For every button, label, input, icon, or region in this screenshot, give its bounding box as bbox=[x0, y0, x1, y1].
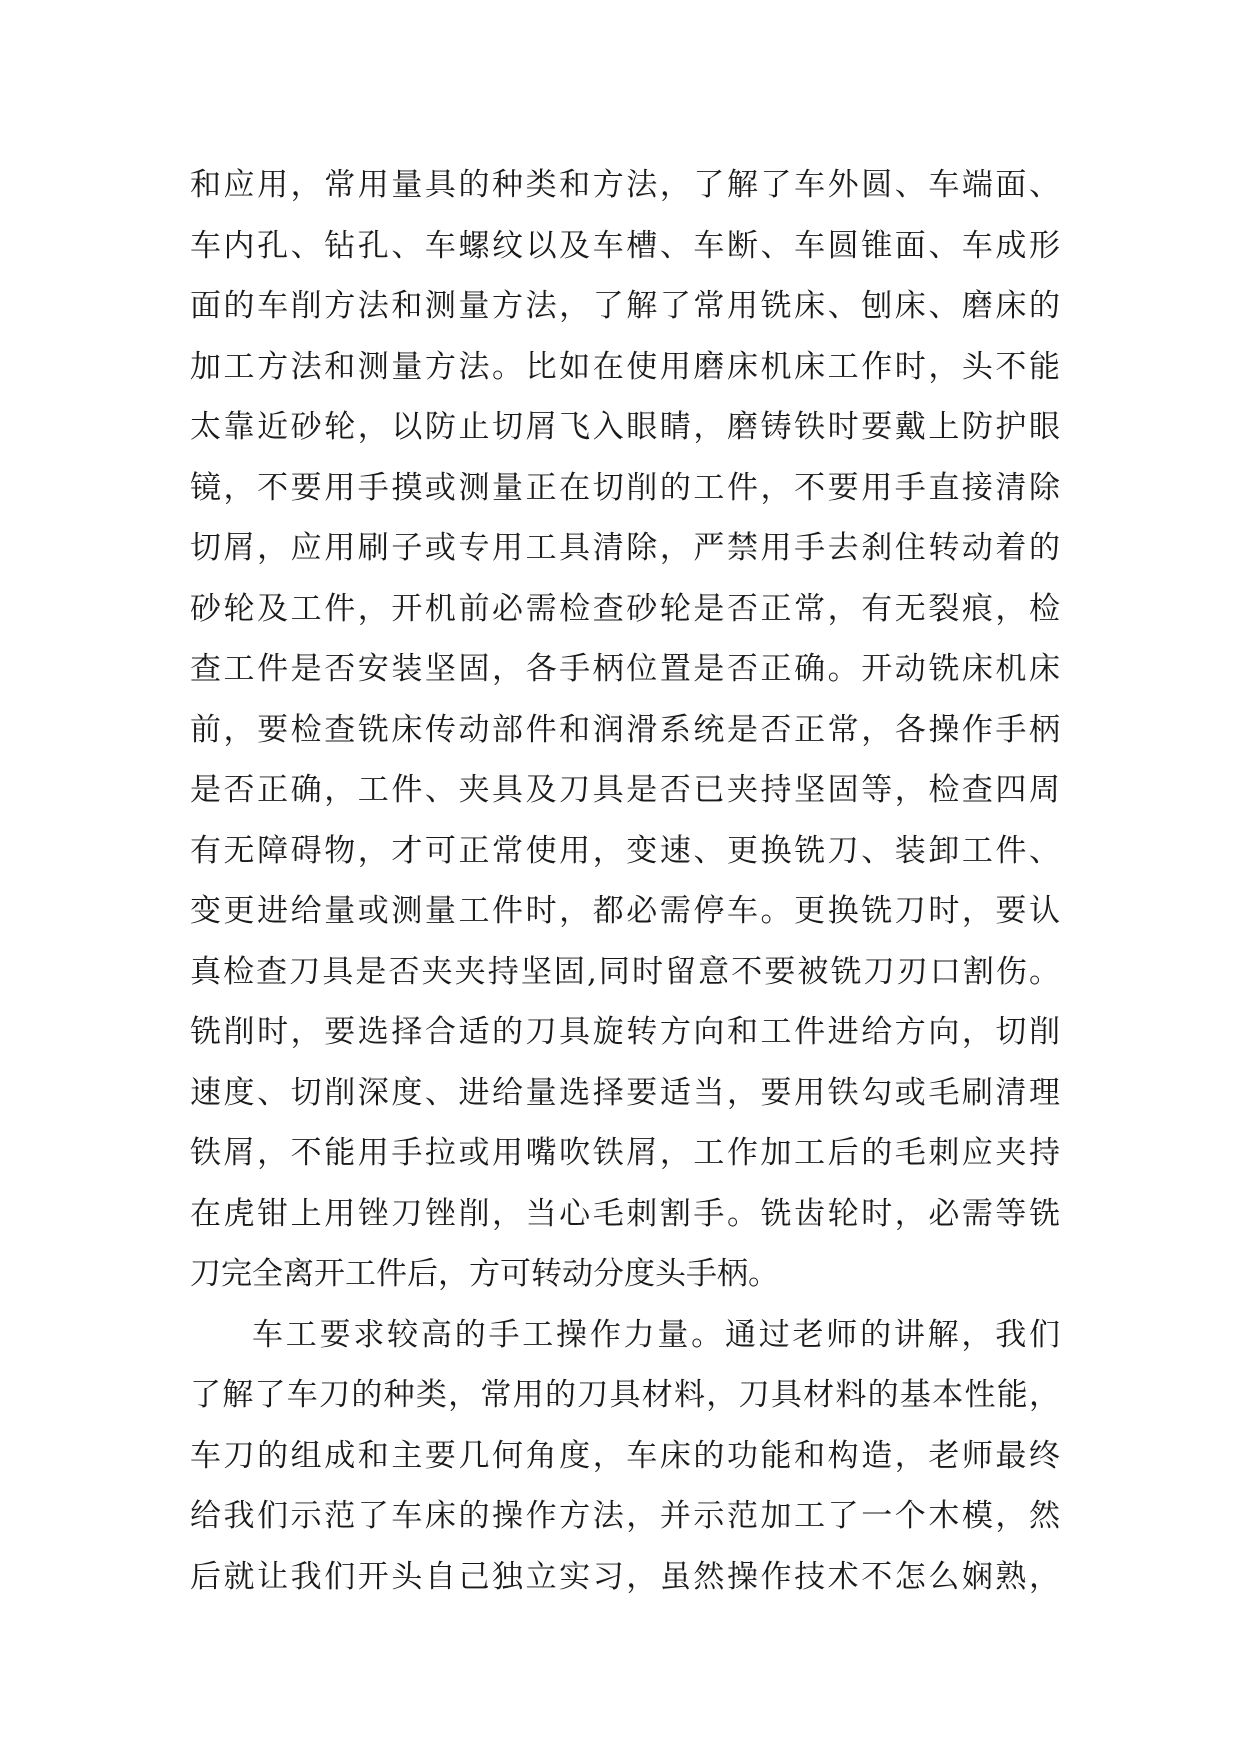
text-line: 铣削时，要选择合适的刀具旋转方向和工件进给方向，切削 bbox=[190, 1014, 1060, 1050]
text-line: 在虎钳上用锉刀锉削，当心毛刺割手。铣齿轮时，必需等铣 bbox=[190, 1195, 1060, 1232]
text-line: 镜，不要用手摸或测量正在切削的工件，不要用手直接清除 bbox=[190, 469, 1060, 506]
text-line: 是否正确，工件、夹具及刀具是否已夹持坚固等，检查四周 bbox=[190, 772, 1060, 808]
text-line: 前，要检查铣床传动部件和润滑系统是否正常，各操作手柄 bbox=[190, 711, 1060, 748]
text-line: 查工件是否安装坚固，各手柄位置是否正确。开动铣床机床 bbox=[190, 651, 1060, 687]
text-line: 太靠近砂轮，以防止切屑飞入眼睛，磨铸铁时要戴上防护眼 bbox=[190, 409, 1060, 445]
text-line: 后就让我们开头自己独立实习，虽然操作技术不怎么娴熟， bbox=[190, 1558, 1060, 1595]
text-line: 变更进给量或测量工件时，都必需停车。更换铣刀时，要认 bbox=[190, 893, 1060, 929]
text-line: 面的车削方法和测量方法，了解了常用铣床、刨床、磨床的 bbox=[190, 288, 1060, 324]
text-line: 车刀的组成和主要几何角度，车床的功能和构造，老师最终 bbox=[190, 1437, 1060, 1474]
text-line: 有无障碍物，才可正常使用，变速、更换铣刀、装卸工件、 bbox=[190, 832, 1060, 869]
text-line: 了解了车刀的种类，常用的刀具材料，刀具材料的基本性能， bbox=[190, 1377, 1060, 1413]
body-text bbox=[190, 155, 1060, 1607]
text-line: 车内孔、钻孔、车螺纹以及车槽、车断、车圆锥面、车成形 bbox=[190, 227, 1060, 264]
text-line: 速度、切削深度、进给量选择要适当，要用铁勾或毛刷清理 bbox=[190, 1074, 1060, 1111]
paragraph-end-line: 刀完全离开工件后，方可转动分度头手柄。 bbox=[190, 1256, 779, 1292]
paragraph-start-line: 车工要求较高的手工操作力量。通过老师的讲解，我们 bbox=[252, 1316, 1060, 1353]
text-line: 切屑，应用刷子或专用工具清除，严禁用手去刹住转动着的 bbox=[190, 530, 1060, 566]
text-line: 和应用，常用量具的种类和方法，了解了车外圆、车端面、 bbox=[190, 167, 1060, 203]
text-line: 加工方法和测量方法。比如在使用磨床机床工作时，头不能 bbox=[190, 348, 1060, 385]
text-line: 铁屑，不能用手拉或用嘴吹铁屑，工作加工后的毛刺应夹持 bbox=[190, 1135, 1060, 1171]
text-line: 给我们示范了车床的操作方法，并示范加工了一个木模，然 bbox=[190, 1498, 1060, 1534]
text-line: 砂轮及工件，开机前必需检查砂轮是否正常，有无裂痕，检 bbox=[190, 590, 1060, 627]
text-line: 真检查刀具是否夹夹持坚固,同时留意不要被铣刀刃口割伤。 bbox=[190, 953, 1060, 990]
